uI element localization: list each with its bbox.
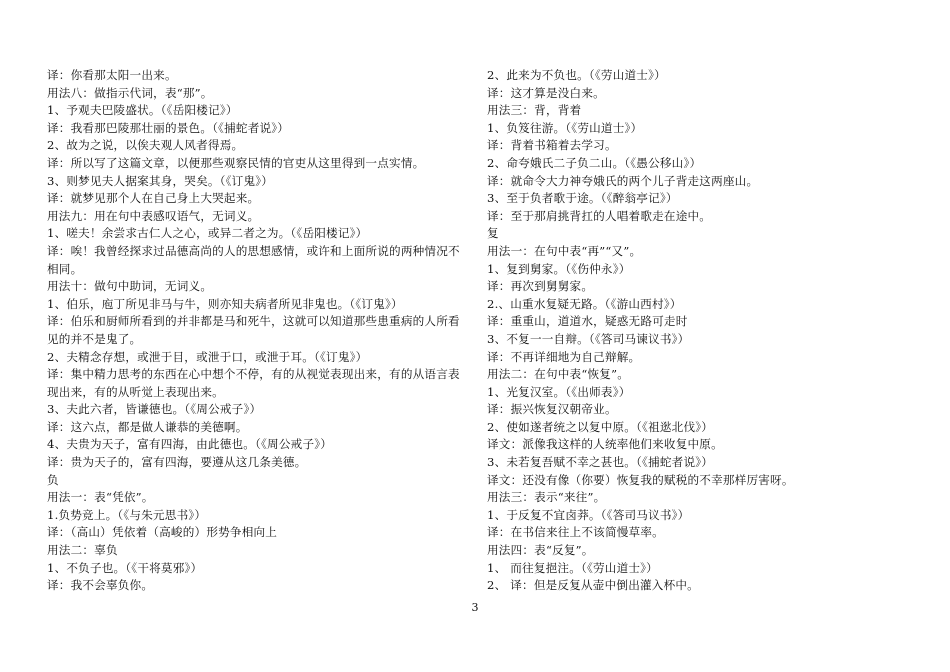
text-line: 译：我不会辜负你。 — [47, 578, 154, 593]
text-line: 译：（高山）凭依着（高峻的）形势争相向上 — [47, 525, 278, 540]
text-line: 译：就命令大力神夸娥氏的两个儿子背走这两座山。 — [487, 173, 759, 188]
text-line: 译：所以写了这篇文章，以便那些观察民情的官吏从这里得到一点实情。 — [47, 155, 425, 170]
text-line: 用法八：做指示代词，表“那”。 — [47, 85, 213, 100]
text-line: 2、故为之说，以俟夫观人风者得焉。 — [47, 138, 244, 153]
text-line: 2、命夸娥氏二子负二山。（《愚公移山》） — [487, 155, 702, 170]
text-line: 1、负笈往游。（《劳山道士》） — [487, 120, 643, 135]
text-line: 译：这才算是没白来。 — [487, 85, 605, 100]
text-line: 译：伯乐和厨师所看到的并非都是马和死牛，这就可以知道那些患重病的人所看见的并不是鬼了。 — [47, 314, 460, 346]
text-line: 译：重重山，道道水，疑惑无路可走时 — [487, 314, 688, 329]
text-line: 译文：还没有像（你要）恢复我的赋税的不幸那样厉害呀。 — [487, 472, 794, 487]
right-column — [487, 67, 907, 595]
text-line: 译：至于那肩挑背扛的人唱着歌走在途中。 — [487, 208, 712, 223]
text-line: 1、光复汉室。（《出师表》） — [487, 384, 631, 399]
text-line: 3、至于负者歌于途。（《醉翁亭记》） — [487, 191, 678, 206]
text-line: 3、不复一一自辩。（《答司马谏议书》） — [487, 331, 690, 346]
text-line: 译文：派像我这样的人统率他们来收复中原。 — [487, 437, 723, 452]
text-line: 译：集中精力思考的东西在心中想个不停，有的从视觉表现出来，有的从语言表现出来，有的从听觉上表现出来。 — [47, 367, 460, 399]
text-line: 1、不负子也。（《干将莫邪》） — [47, 560, 203, 575]
text-line: 1、于反复不宜卤莽。（《答司马议书》） — [487, 507, 690, 522]
text-line: 译：你看那太阳一出来。 — [47, 68, 177, 82]
text-line: 3、则梦见夫人据案其身，哭矣。（《订鬼》） — [47, 173, 274, 188]
text-line: 用法四：表“反复”。 — [487, 543, 594, 558]
text-line: 3、未若复吾赋不幸之甚也。（《捕蛇者说》） — [487, 455, 714, 470]
section-heading: 负 — [47, 472, 59, 487]
text-line: 用法二：辜负 — [47, 543, 118, 558]
text-line: 1、予观夫巴陵盛状。（《岳阳楼记》） — [47, 103, 238, 118]
text-line: 用法九：用在句中表感叹语气，无词义。 — [47, 208, 260, 223]
text-line: 用法三：表示“来往”。 — [487, 490, 606, 505]
text-line: 1、嗟夫！余尝求古仁人之心，或异二者之为。（《岳阳楼记》） — [47, 226, 368, 241]
page-number: 3 — [471, 601, 479, 614]
text-line: 用法一：表“凭依”。 — [47, 490, 154, 505]
text-line: 译：唉！我曾经探求过品德高尚的人的思想感情，或许和上面所说的两种情况不相同。 — [47, 243, 460, 276]
text-line: 2、夫精念存想，或泄于目，或泄于口，或泄于耳。（《订鬼》） — [47, 349, 368, 364]
text-line: 2、此来为不负也。（《劳山道士》） — [487, 68, 666, 82]
text-line: 译：背着书箱着去学习。 — [487, 138, 617, 153]
left-column — [47, 67, 467, 595]
text-line: 1、 而往复挹注。（《劳山道士》） — [487, 560, 658, 575]
text-line: 译：振兴恢复汉朝帝业。 — [487, 402, 617, 417]
text-line: 用法三：背，背着 — [487, 103, 582, 118]
text-line: 用法二：在句中表“恢复”。 — [487, 367, 629, 382]
text-line: 3、夫此六者，皆谦德也。（《周公戒子》） — [47, 402, 262, 417]
text-line: 译：再次到舅舅家。 — [487, 279, 594, 294]
text-line: 2.、山重水复疑无路。（《游山西村》） — [487, 296, 682, 311]
text-line: 用法十：做句中助词，无词义。 — [47, 279, 213, 294]
text-line: 4、夫贵为天子，富有四海，由此德也。（《周公戒子》） — [47, 437, 333, 452]
text-line: 译：我看那巴陵那壮丽的景色。（《捕蛇者说》） — [47, 120, 290, 135]
text-line: 译：不再详细地为自己辩解。 — [487, 349, 641, 364]
text-line: 译：这六点，都是做人谦恭的美德啊。 — [47, 419, 248, 434]
text-line: 2、 译：但是反复从壶中倒出灌入杯中。 — [487, 578, 699, 593]
text-line: 1、伯乐，庖丁所见非马与牛，则亦知夫病者所见非鬼也。（《订鬼》） — [47, 296, 403, 311]
text-line: 用法一：在句中表“再”“又”。 — [487, 243, 642, 258]
text-line: 译：在书信来往上不该简慢草率。 — [487, 525, 664, 540]
text-line: 2、使如遂者统之以复中原。（《祖逖北伐》） — [487, 419, 714, 434]
text-line: 译：贵为天子的，富有四海，要遵从这几条美德。 — [47, 455, 307, 470]
text-line: 1.负势竞上。（《与朱元思书》） — [47, 507, 207, 522]
section-heading: 复 — [487, 226, 499, 241]
text-line: 1、复到舅家。（《伤仲永》） — [487, 261, 631, 276]
text-line: 译：就梦见那个人在自己身上大哭起来。 — [47, 191, 260, 206]
